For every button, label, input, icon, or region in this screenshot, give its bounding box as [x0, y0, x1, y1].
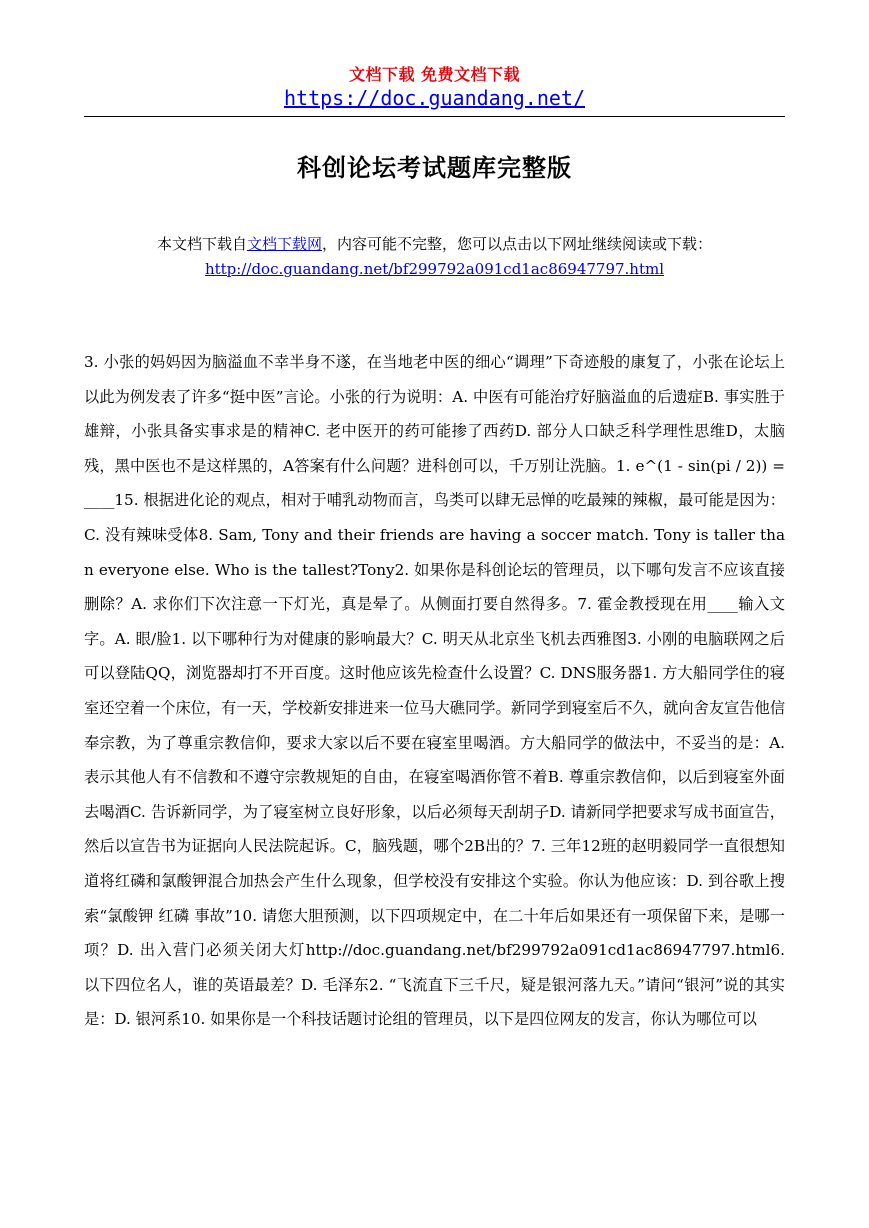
notice-site-link[interactable]: 文档下载网 — [246, 235, 322, 253]
document-body: 3. 小张的妈妈因为脑溢血不幸半身不遂，在当地老中医的细心“调理”下奇迹般的康复了，小张在论坛上以此为例发表了许多“挺中医”言论。小张的行为说明：A. 中医有可能治疗好脑溢血的后遗症B. 事实胜于雄辩，小张具备实事求是的精神C. 老中医开的药可能掺了西药D. 部分人口缺乏科学理性思维D，太脑残，黑中医也不是这样黑的，A答案有什么问题？进科创可以，千万别让洗脑。1. e^(1 - sin(pi / 2)) = ____15. 根据进化论的观点，相对于哺乳动物而言，鸟类可以肆无忌惮的吃最辣的辣椒，最可能是因为：C. 没有辣味受体8. Sam, Tony and their friends are having a soccer match. Tony is taller than everyone else. Who is the tallest?Tony2. 如果你是科创论坛的管理员，以下哪句发言不应该直接删除？A. 求你们下次注意一下灯光，真是晕了。从侧面打要自然得多。7. 霍金教授现在用____输入文字。A. 眼/脸1. 以下哪种行为对健康的影响最大？C. 明天从北京坐飞机去西雅图3. 小刚的电脑联网之后可以登陆QQ，浏览器却打不开百度。这时他应该先检查什么设置？C. DNS服务器1. 方大船同学住的寝室还空着一个床位，有一天，学校新安排进来一位马大礁同学。新同学到寝室后不久，就向舍友宣告他信奉宗教，为了尊重宗教信仰，要求大家以后不要在寝室里喝酒。方大船同学的做法中，不妥当的是：A. 表示其他人有不信教和不遵守宗教规矩的自由，在寝室喝酒你管不着B. 尊重宗教信仰，以后到寝室外面去喝酒C. 告诉新同学，为了寝室树立良好形象，以后必须每天刮胡子D. 请新同学把要求写成书面宣告，然后以宣告书为证据向人民法院起诉。C，脑残题，哪个2B出的？7. 三年12班的赵明毅同学一直很想知道将红磷和氯酸钾混合加热会产生什么现象，但学校没有安排这个实验。你认为他应该：D. 到谷歌上搜索“氯酸钾 红磷 事故”10. 请您大胆预测，以下四项规定中，在二十年后如果还有一项保留下来，是哪一项？D. 出入营门必须关闭大灯http://doc.guandang.net/bf299792a091cd1ac86947797.html6. 以下四位名人，谁的英语最差？D. 毛泽东2. “飞流直下三千尺，疑是银河落九天。”请问“银河”说的其实是：D. 银河系10. 如果你是一个科技话题讨论组的管理员，以下是四位网友的发言，你认为哪位可以 — [84, 353, 785, 1029]
notice-suffix: ，内容可能不完整，您可以点击以下网址继续阅读或下载： — [322, 235, 713, 253]
notice-document-url[interactable]: http://doc.guandang.net/bf299792a091cd1ac86947797.html — [204, 260, 665, 278]
download-notice — [84, 232, 785, 282]
site-name: 文档下载 免费文档下载 — [348, 65, 521, 84]
site-url-link[interactable]: https://doc.guandang.net/ — [283, 86, 586, 110]
notice-prefix: 本文档下载自 — [156, 235, 247, 253]
document-title: 科创论坛考试题库完整版 — [297, 154, 572, 182]
header-divider — [84, 116, 785, 117]
